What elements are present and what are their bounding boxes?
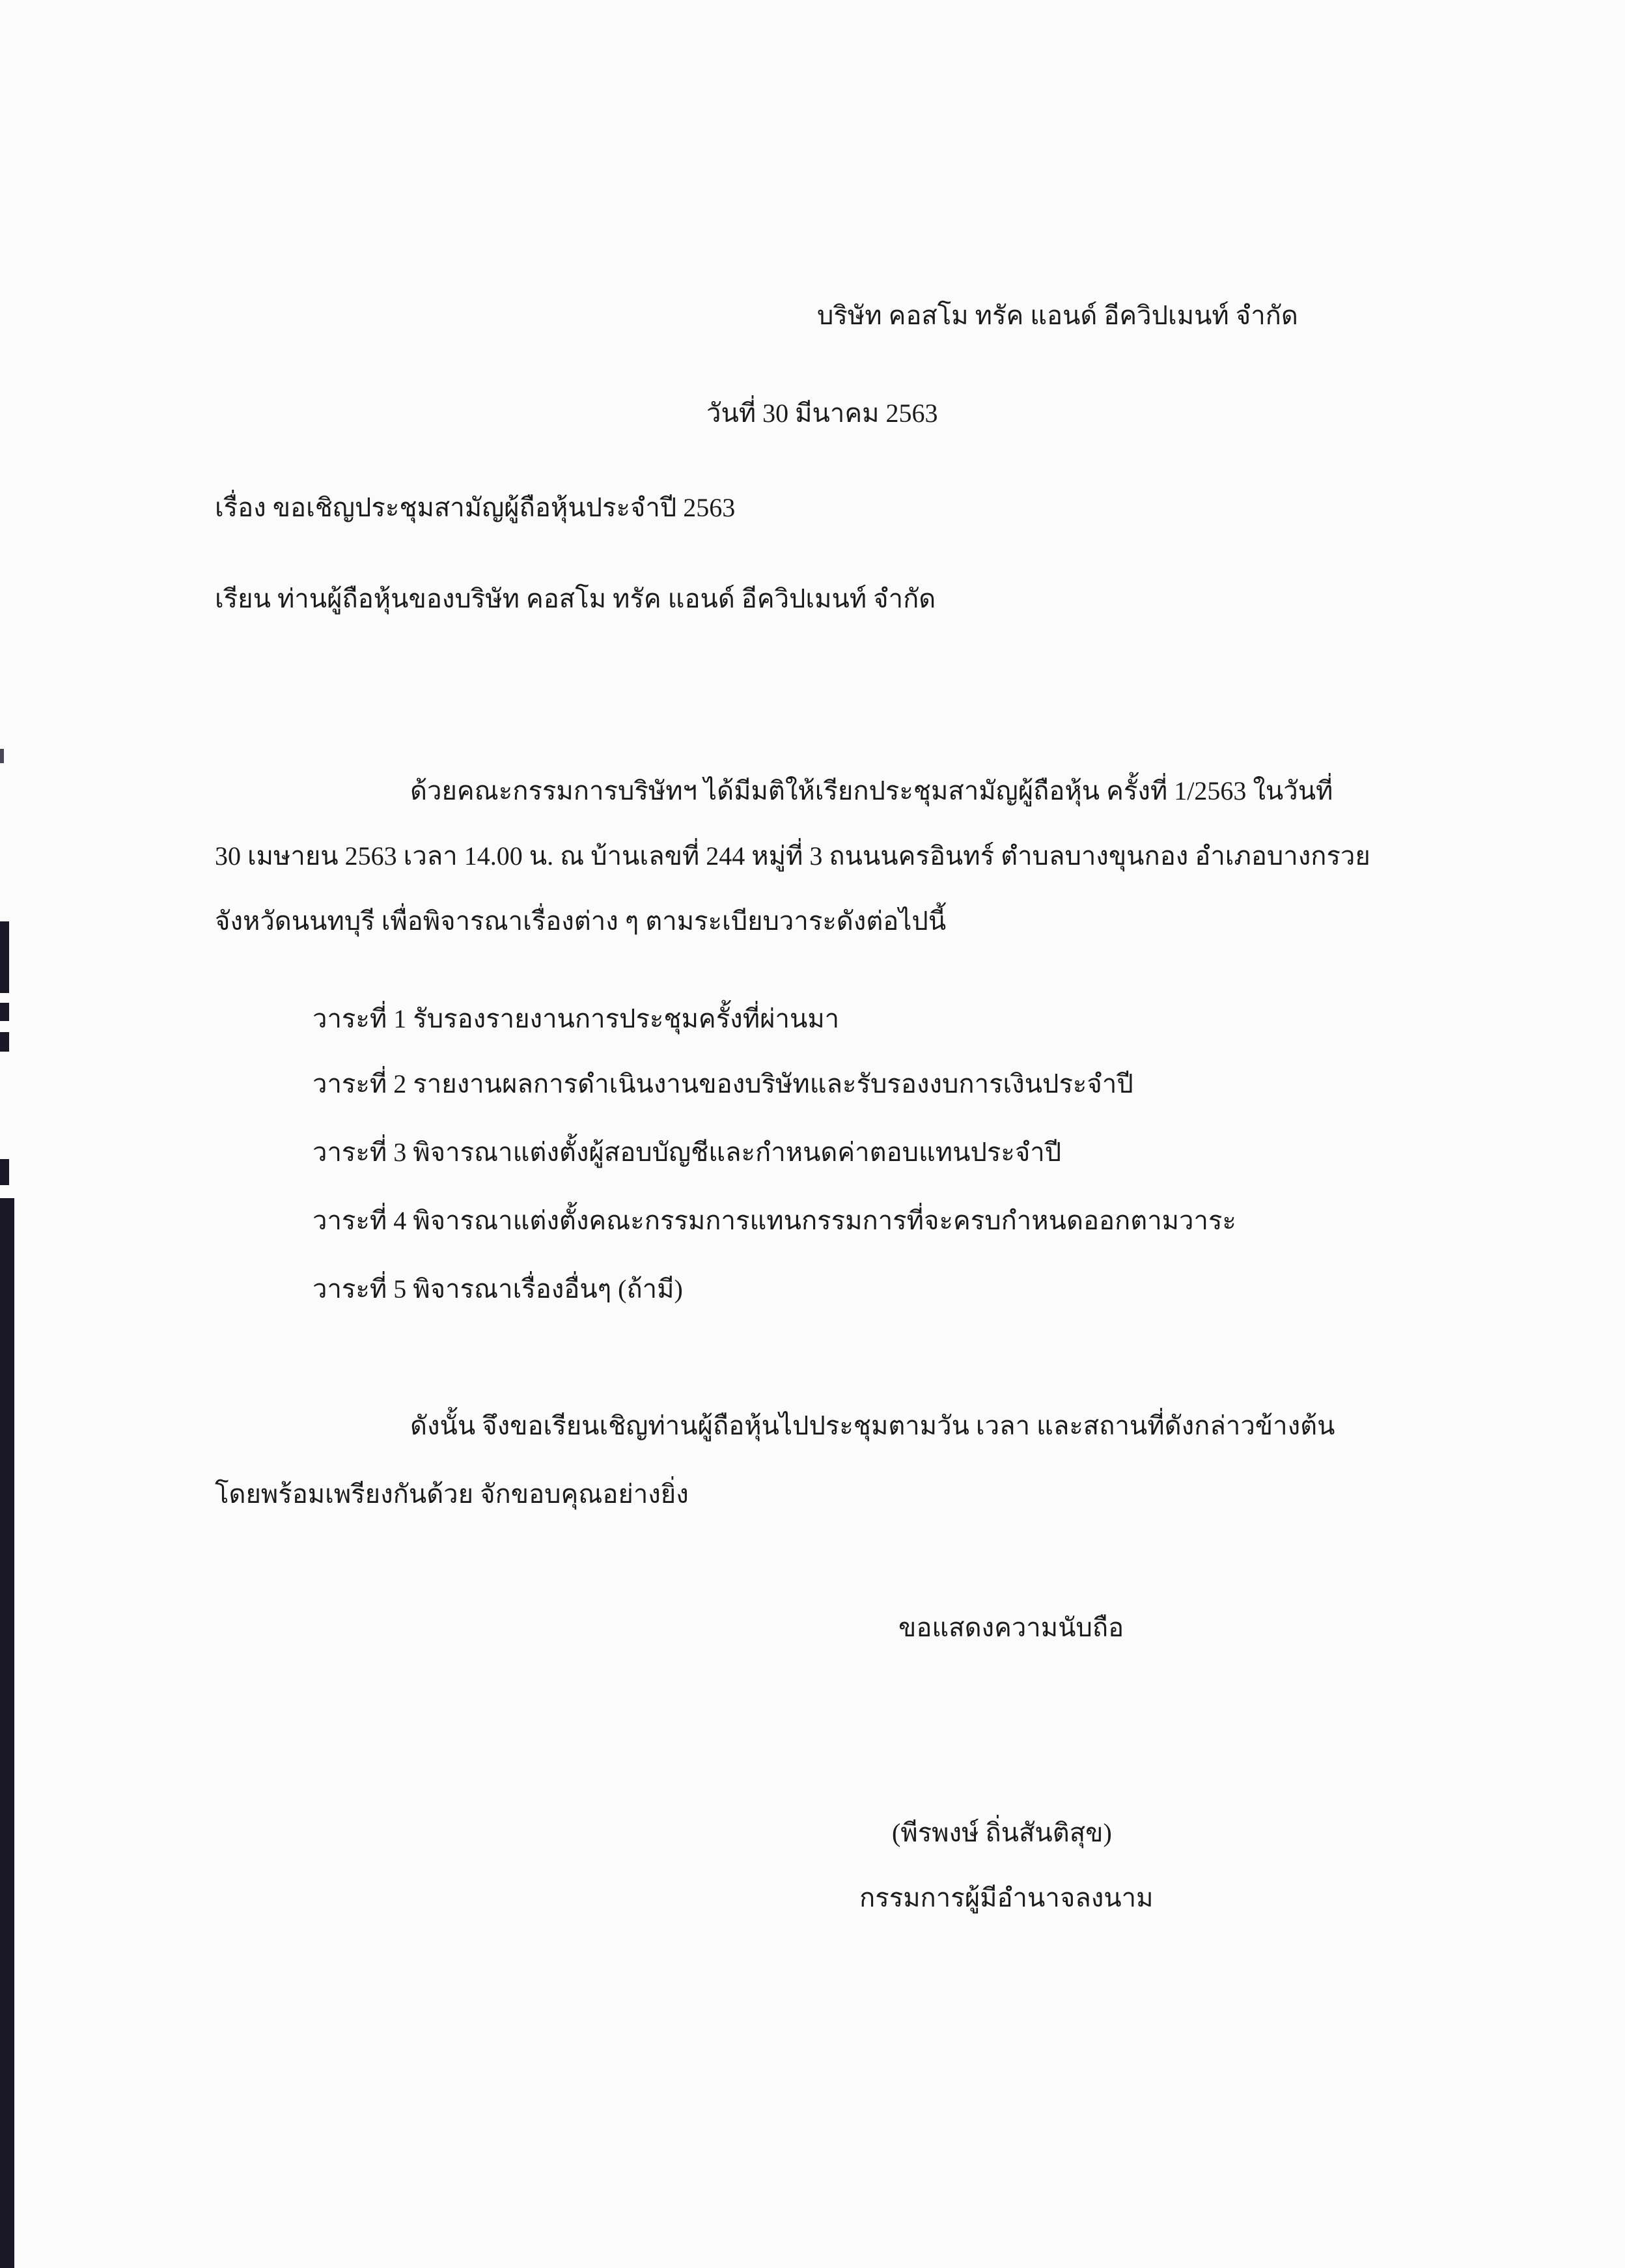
scan-edge-mark	[0, 921, 9, 993]
body-paragraph-2-line: โดยพร้อมเพรียงกันด้วย จักขอบคุณอย่างยิ่ง	[215, 1479, 689, 1509]
letter-addressee: เรียน ท่านผู้ถือหุ้นของบริษัท คอสโม ทรัค แอนด์ อีควิปเมนท์ จำกัด	[215, 584, 936, 613]
scan-edge-mark	[0, 1003, 9, 1021]
body-paragraph-1-line: 30 เมษายน 2563 เวลา 14.00 น. ณ บ้านเลขที่ 244 หมู่ที่ 3 ถนนนครอินทร์ ตำบลบางขุนกอง อำเภอบางกรวย	[215, 841, 1370, 871]
agenda-item: วาระที่ 1 รับรองรายงานการประชุมครั้งที่ผ่านมา	[312, 1004, 840, 1033]
scan-edge-mark	[0, 749, 4, 763]
letter-date: วันที่ 30 มีนาคม 2563	[706, 399, 938, 428]
letter-subject: เรื่อง ขอเชิญประชุมสามัญผู้ถือหุ้นประจำปี 2563	[215, 493, 736, 522]
closing-salutation: ขอแสดงความนับถือ	[898, 1613, 1124, 1642]
scan-edge-mark	[0, 1159, 9, 1185]
body-paragraph-1-line: ด้วยคณะกรรมการบริษัทฯ ได้มีมติให้เรียกประชุมสามัญผู้ถือหุ้น ครั้งที่ 1/2563 ในวันที่	[410, 776, 1333, 805]
scan-edge-mark	[0, 1032, 9, 1052]
agenda-item: วาระที่ 4 พิจารณาแต่งตั้งคณะกรรมการแทนกรรมการที่จะครบกำหนดออกตามวาระ	[312, 1206, 1236, 1235]
agenda-item: วาระที่ 3 พิจารณาแต่งตั้งผู้สอบบัญชีและกำหนดค่าตอบแทนประจำปี	[312, 1138, 1062, 1167]
agenda-item: วาระที่ 2 รายงานผลการดำเนินงานของบริษัทและรับรองงบการเงินประจำปี	[312, 1069, 1133, 1099]
signatory-name: (พีรพงษ์ ถิ่นสันติสุข)	[892, 1818, 1112, 1847]
scan-edge-mark	[0, 1198, 14, 2268]
signatory-title: กรรมการผู้มีอำนาจลงนาม	[859, 1883, 1154, 1912]
body-paragraph-1-line: จังหวัดนนทบุรี เพื่อพิจารณาเรื่องต่าง ๆ ตามระเบียบวาระดังต่อไปนี้	[215, 906, 947, 936]
agenda-item: วาระที่ 5 พิจารณาเรื่องอื่นๆ (ถ้ามี)	[312, 1274, 683, 1304]
company-header: บริษัท คอสโม ทรัค แอนด์ อีควิปเมนท์ จำกัด	[817, 301, 1298, 330]
body-paragraph-2-line: ดังนั้น จึงขอเรียนเชิญท่านผู้ถือหุ้นไปประชุมตามวัน เวลา และสถานที่ดังกล่าวข้างต้น	[410, 1411, 1335, 1440]
